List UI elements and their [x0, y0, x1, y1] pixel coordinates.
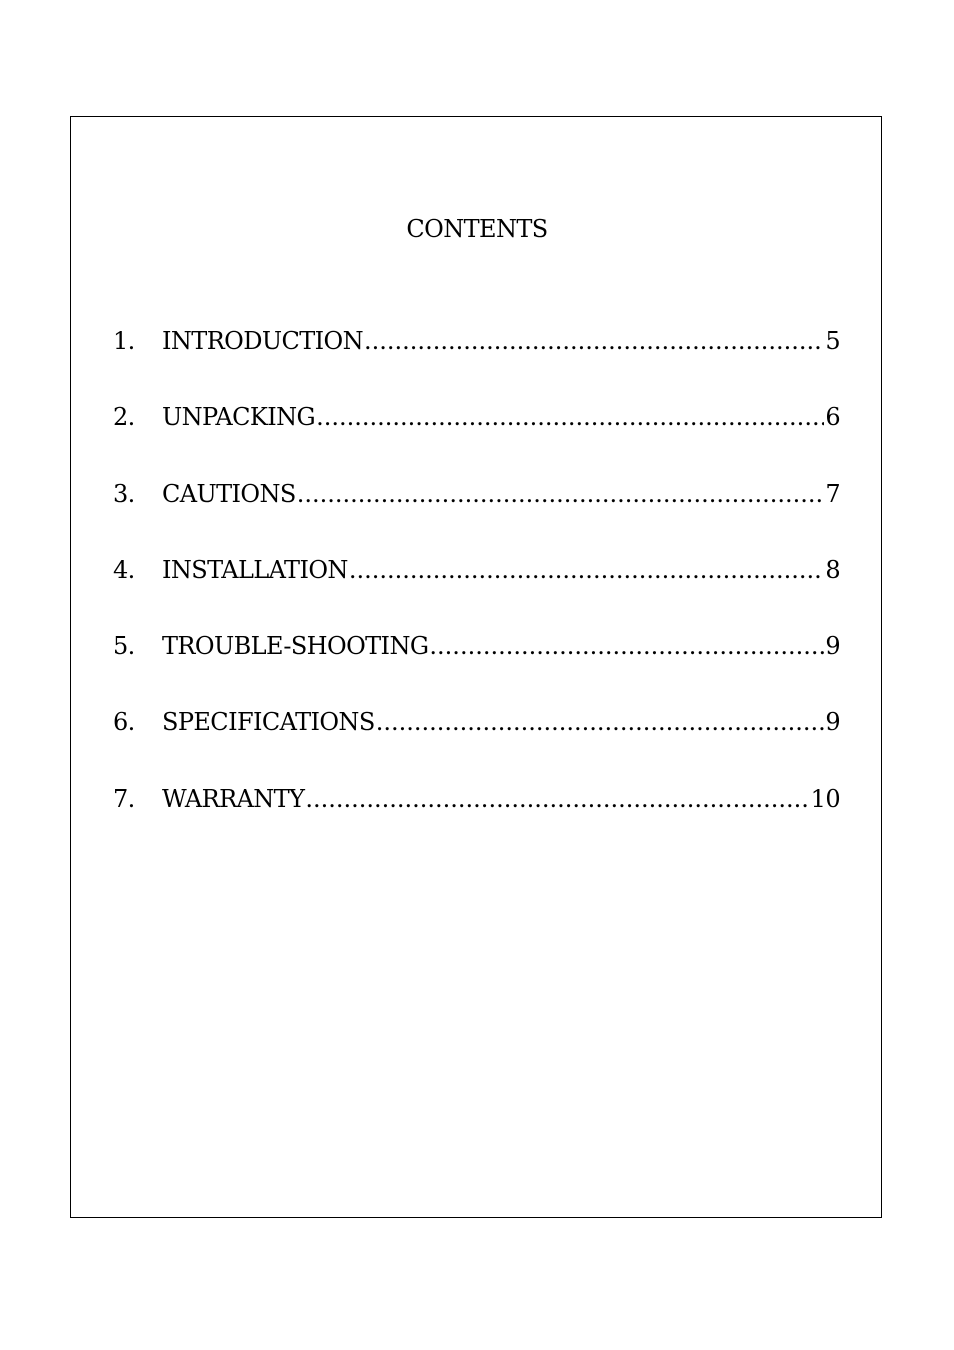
toc-entry-label: CAUTIONS [162, 479, 296, 508]
dot-leader [316, 398, 824, 436]
toc-entry-warranty[interactable] [113, 780, 840, 856]
toc-entry-label: UNPACKING [162, 403, 316, 432]
toc-entry-number: 5. [113, 632, 135, 661]
toc-entry-label: WARRANTY [162, 784, 305, 813]
toc-entry-page: 10 [810, 784, 840, 813]
toc-entry-page: 8 [825, 555, 840, 584]
toc-entry-page: 6 [825, 403, 840, 432]
toc-entry-unpacking[interactable] [113, 398, 840, 474]
table-of-contents [113, 322, 840, 856]
dot-leader [297, 475, 825, 513]
dot-leader [305, 780, 809, 818]
toc-entry-number: 3. [113, 479, 135, 508]
dot-leader [364, 322, 824, 360]
toc-entry-number: 4. [113, 555, 135, 584]
toc-entry-specifications[interactable] [113, 703, 840, 779]
toc-entry-page: 9 [825, 632, 840, 661]
contents-title: CONTENTS [406, 215, 548, 243]
toc-entry-cautions[interactable] [113, 475, 840, 551]
toc-entry-label: SPECIFICATIONS [162, 708, 375, 737]
toc-entry-number: 1. [113, 327, 135, 355]
toc-entry-label: INSTALLATION [162, 555, 348, 584]
toc-entry-number: 2. [113, 403, 135, 432]
toc-entry-label: INTRODUCTION [162, 327, 364, 355]
toc-entry-trouble-shooting[interactable] [113, 627, 840, 703]
dot-leader [376, 703, 825, 741]
toc-entry-page: 9 [825, 708, 840, 737]
dot-leader [429, 627, 824, 665]
toc-entry-label: TROUBLE-SHOOTING [162, 632, 429, 661]
toc-entry-number: 7. [113, 784, 135, 813]
toc-entry-page: 5 [825, 327, 840, 355]
toc-entry-installation[interactable] [113, 551, 840, 627]
toc-entry-number: 6. [113, 708, 135, 737]
toc-entry-introduction[interactable] [113, 322, 840, 398]
toc-entry-page: 7 [825, 479, 840, 508]
dot-leader [349, 551, 825, 589]
